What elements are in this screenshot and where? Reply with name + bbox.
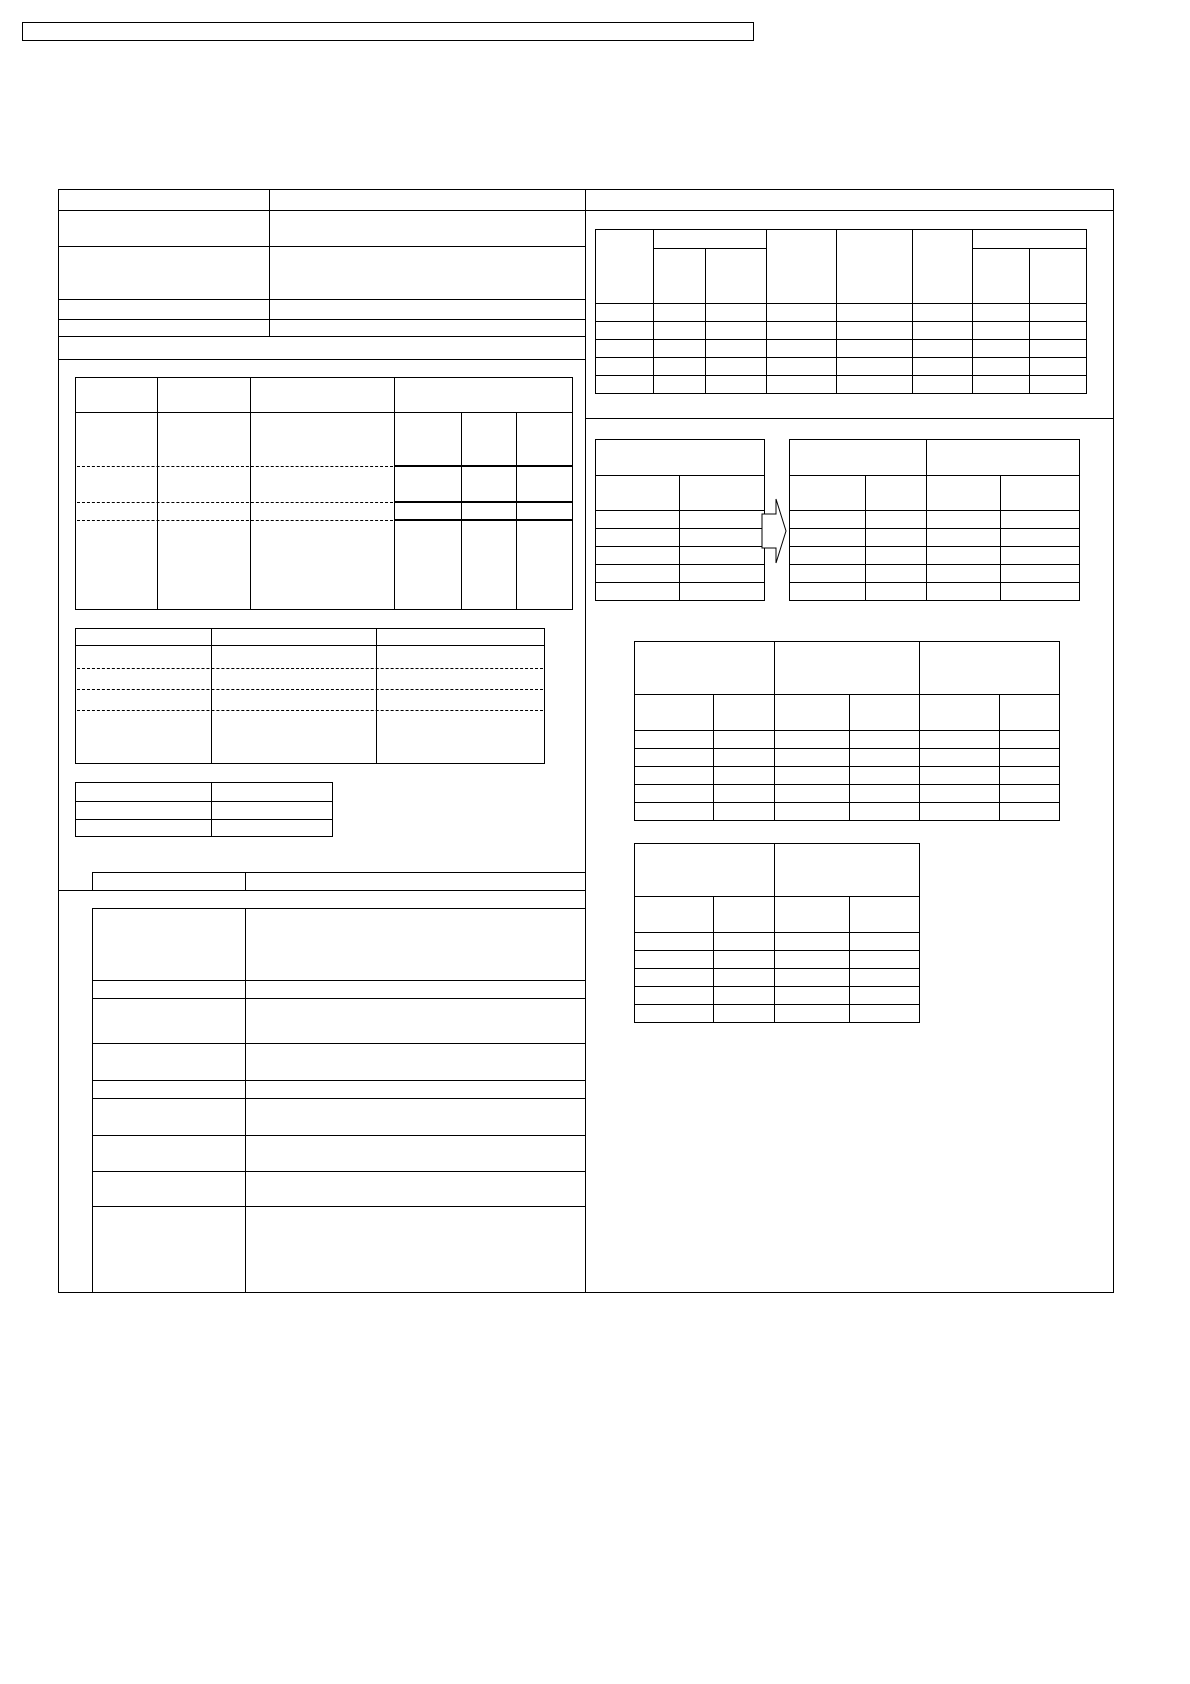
table-cell <box>654 376 706 394</box>
upper-table-col <box>250 377 251 610</box>
lower-caption-bottom <box>58 890 586 891</box>
upper-table-dashed-row <box>77 502 393 503</box>
table-cell <box>767 340 837 358</box>
table-cell <box>775 749 850 767</box>
spec-table-row <box>92 1206 586 1207</box>
small-table <box>75 782 333 837</box>
table-cell <box>973 249 1030 304</box>
after-table <box>789 439 1080 601</box>
table-cell <box>706 322 767 340</box>
table-cell <box>837 376 913 394</box>
table-cell <box>680 547 765 565</box>
table-cell <box>767 230 837 304</box>
table-cell <box>837 322 913 340</box>
table-cell <box>635 767 714 785</box>
table-cell <box>767 322 837 340</box>
table-cell <box>714 803 775 821</box>
table-cell <box>680 476 765 511</box>
table-cell <box>680 511 765 529</box>
right-arrow-icon <box>761 498 787 564</box>
table-cell <box>790 565 866 583</box>
table-cell <box>850 767 920 785</box>
table-cell <box>837 340 913 358</box>
upper-table-dashed-row <box>77 520 393 521</box>
table-cell <box>790 583 866 601</box>
table-cell <box>790 511 866 529</box>
table-cell <box>850 987 920 1005</box>
table-cell <box>714 951 775 969</box>
left-row-line <box>58 210 586 211</box>
table-cell <box>1001 476 1080 511</box>
table-cell <box>850 749 920 767</box>
table-cell <box>680 529 765 547</box>
table-cell <box>850 695 920 731</box>
table-cell <box>973 304 1030 322</box>
middle-table-dashed-row <box>77 689 543 690</box>
left-row-line <box>58 246 586 247</box>
table-cell <box>913 358 973 376</box>
table-cell <box>596 476 680 511</box>
table-cell <box>927 440 1080 476</box>
table-cell <box>714 785 775 803</box>
upper-table-header-line <box>75 412 573 413</box>
table-cell <box>1001 511 1080 529</box>
table-cell <box>767 376 837 394</box>
table-cell <box>866 565 927 583</box>
left-row-line <box>58 336 586 337</box>
table-cell <box>635 642 775 695</box>
table-cell <box>973 230 1087 249</box>
table-cell <box>1001 547 1080 565</box>
table-cell <box>654 358 706 376</box>
small-table-col <box>211 782 212 837</box>
spec-table-left <box>92 908 93 1293</box>
table-cell <box>913 304 973 322</box>
table-cell <box>635 731 714 749</box>
table-cell <box>850 897 920 933</box>
table-cell <box>635 969 714 987</box>
table-cell <box>920 642 1060 695</box>
table-cell <box>635 987 714 1005</box>
table-cell <box>654 340 706 358</box>
table-cell <box>1030 304 1087 322</box>
upper-table-col <box>516 412 517 610</box>
table-cell <box>913 376 973 394</box>
table-cell <box>1030 322 1087 340</box>
table-cell <box>596 340 654 358</box>
table-cell <box>775 969 850 987</box>
table-cell <box>1030 340 1087 358</box>
table-cell <box>973 376 1030 394</box>
table-cell <box>596 358 654 376</box>
table-cell <box>973 340 1030 358</box>
table-cell <box>850 803 920 821</box>
table-cell <box>775 731 850 749</box>
table-d <box>634 843 920 1023</box>
table-cell <box>913 230 973 304</box>
table-cell <box>596 376 654 394</box>
table-cell <box>596 511 680 529</box>
table-cell <box>775 844 920 897</box>
table-cell <box>927 511 1001 529</box>
table-cell <box>927 565 1001 583</box>
middle-table-col <box>376 628 377 764</box>
table-cell <box>706 376 767 394</box>
table-c <box>634 641 1060 821</box>
table-cell <box>920 731 1000 749</box>
left-row-line <box>58 299 586 300</box>
table-cell <box>927 529 1001 547</box>
table-cell <box>920 767 1000 785</box>
table-cell <box>866 529 927 547</box>
table-cell <box>714 767 775 785</box>
table-cell <box>654 322 706 340</box>
upper-table-dashed-row <box>77 466 393 467</box>
table-cell <box>866 547 927 565</box>
spec-table-row <box>92 1043 586 1044</box>
table-cell <box>850 731 920 749</box>
table-cell <box>596 583 680 601</box>
table-cell <box>635 1005 714 1023</box>
table-cell <box>1000 695 1060 731</box>
table-cell <box>790 440 927 476</box>
table-cell <box>920 785 1000 803</box>
table-cell <box>837 304 913 322</box>
table-cell <box>850 785 920 803</box>
middle-table <box>75 628 545 764</box>
table-cell <box>635 933 714 951</box>
table-cell <box>680 565 765 583</box>
table-cell <box>775 695 850 731</box>
right-top-table <box>595 229 1087 394</box>
table-cell <box>635 844 775 897</box>
small-table-row <box>75 801 333 802</box>
table-cell <box>775 767 850 785</box>
before-table <box>595 439 765 601</box>
upper-table-col <box>394 377 395 610</box>
table-cell <box>837 230 913 304</box>
table-cell <box>635 695 714 731</box>
spec-table-row <box>92 998 586 999</box>
table-cell <box>775 933 850 951</box>
table-cell <box>1030 249 1087 304</box>
table-cell <box>635 785 714 803</box>
spec-table-mid <box>245 908 246 1293</box>
upper-table-solid-row <box>394 519 573 521</box>
left-row-line <box>58 319 586 320</box>
middle-table-dashed-row <box>77 668 543 669</box>
lower-caption-left <box>92 872 93 890</box>
table-cell <box>714 969 775 987</box>
table-cell <box>714 933 775 951</box>
table-cell <box>866 583 927 601</box>
table-cell <box>714 897 775 933</box>
spec-table-row <box>92 908 586 909</box>
table-cell <box>706 249 767 304</box>
table-cell <box>706 340 767 358</box>
table-cell <box>775 897 850 933</box>
middle-table-dashed-row <box>77 710 543 711</box>
table-cell <box>920 695 1000 731</box>
lower-caption-top <box>92 872 586 873</box>
table-cell <box>596 529 680 547</box>
upper-table-solid-row <box>394 465 573 467</box>
right-title-line <box>585 210 1114 211</box>
table-cell <box>714 987 775 1005</box>
table-cell <box>775 951 850 969</box>
table-cell <box>706 358 767 376</box>
table-cell <box>973 358 1030 376</box>
table-cell <box>654 230 767 249</box>
panel-divider <box>585 189 586 1293</box>
table-cell <box>850 951 920 969</box>
table-cell <box>767 304 837 322</box>
spec-table-row <box>92 1171 586 1172</box>
right-section-line <box>585 418 1114 419</box>
table-cell <box>973 322 1030 340</box>
table-cell <box>850 933 920 951</box>
table-cell <box>866 511 927 529</box>
table-cell <box>920 803 1000 821</box>
table-cell <box>596 304 654 322</box>
table-cell <box>920 749 1000 767</box>
table-cell <box>596 565 680 583</box>
middle-table-header-line <box>75 645 545 646</box>
table-cell <box>927 476 1001 511</box>
table-cell <box>767 358 837 376</box>
table-cell <box>790 529 866 547</box>
left-row-line <box>58 359 586 360</box>
table-cell <box>714 695 775 731</box>
table-cell <box>714 731 775 749</box>
table-cell <box>706 304 767 322</box>
table-cell <box>866 476 927 511</box>
table-cell <box>714 749 775 767</box>
table-cell <box>1000 785 1060 803</box>
table-cell <box>596 440 765 476</box>
page-header-box <box>22 22 754 41</box>
middle-table-col <box>211 628 212 764</box>
table-cell <box>1030 358 1087 376</box>
table-cell <box>635 803 714 821</box>
upper-table-col <box>157 377 158 610</box>
table-cell <box>596 547 680 565</box>
table-cell <box>714 1005 775 1023</box>
table-cell <box>775 1005 850 1023</box>
table-cell <box>1001 583 1080 601</box>
table-cell <box>1001 529 1080 547</box>
table-cell <box>913 340 973 358</box>
left-col-line <box>269 189 270 336</box>
table-cell <box>850 1005 920 1023</box>
upper-table-solid-row <box>394 501 573 503</box>
small-table-row <box>75 819 333 820</box>
table-cell <box>775 803 850 821</box>
table-cell <box>635 951 714 969</box>
table-cell <box>790 547 866 565</box>
spec-table-row <box>92 1098 586 1099</box>
table-cell <box>913 322 973 340</box>
table-cell <box>1000 803 1060 821</box>
lower-caption-mid <box>245 872 246 890</box>
table-cell <box>635 749 714 767</box>
spec-table-row <box>92 1080 586 1081</box>
table-cell <box>1000 767 1060 785</box>
table-cell <box>775 785 850 803</box>
table-cell <box>775 642 920 695</box>
spec-table-row <box>92 980 586 981</box>
table-cell <box>837 358 913 376</box>
table-cell <box>927 547 1001 565</box>
table-cell <box>790 476 866 511</box>
table-cell <box>850 969 920 987</box>
table-cell <box>680 583 765 601</box>
table-cell <box>1030 376 1087 394</box>
table-cell <box>1000 749 1060 767</box>
table-cell <box>596 322 654 340</box>
table-cell <box>635 897 714 933</box>
table-cell <box>596 230 654 304</box>
table-cell <box>1001 565 1080 583</box>
table-cell <box>1000 731 1060 749</box>
table-cell <box>775 987 850 1005</box>
table-cell <box>927 583 1001 601</box>
upper-table-col <box>461 412 462 610</box>
table-cell <box>654 304 706 322</box>
spec-table-row <box>92 1135 586 1136</box>
table-cell <box>654 249 706 304</box>
